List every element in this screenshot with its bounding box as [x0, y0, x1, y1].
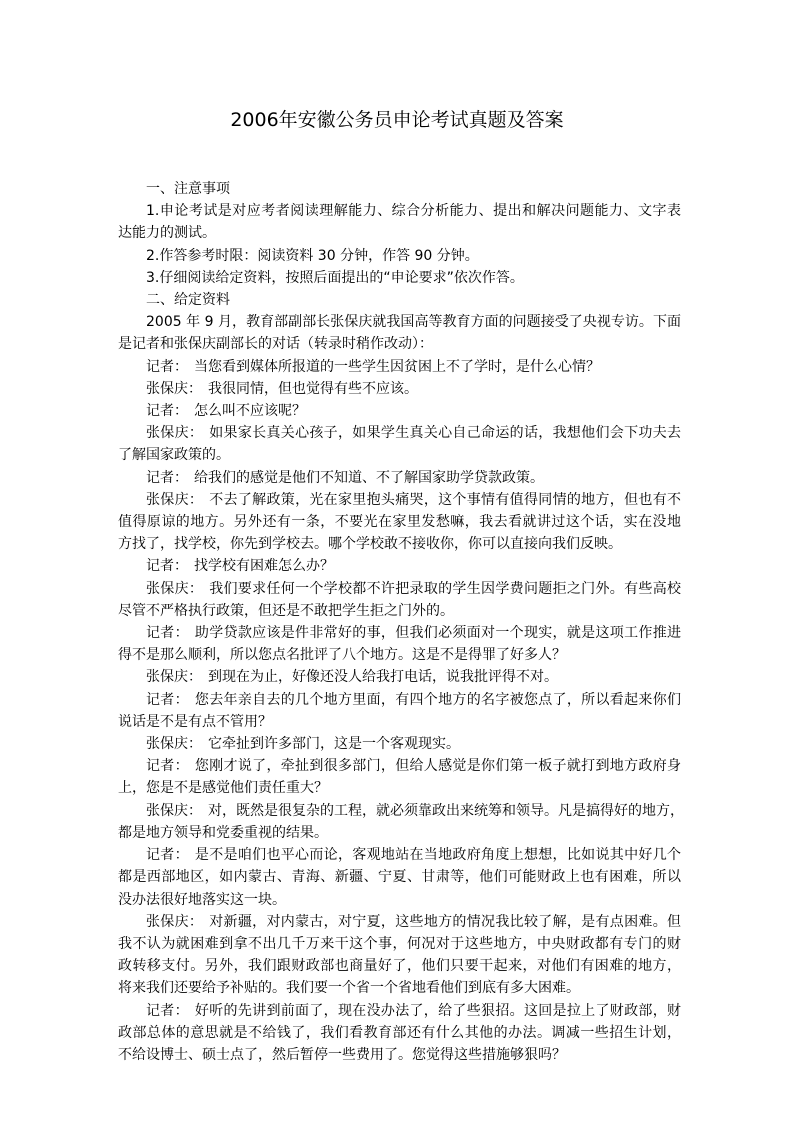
text-line: [118, 356, 681, 378]
paragraph: [118, 178, 681, 200]
text-line: [118, 977, 681, 999]
text-line: [118, 1022, 681, 1044]
text-line: [118, 467, 681, 489]
speaker-label: 张保庆：: [146, 736, 202, 753]
line-text: 找学校有困难怎么办？: [194, 558, 334, 575]
line-text: 方找了，找学校，你先到学校去。哪个学校敢不接收你，你可以直接向我们反映。: [118, 536, 622, 553]
line-text: 1.申论考试是对应考者阅读理解能力、综合分析能力、提出和解决问题能力、文字表: [146, 203, 681, 220]
text-line: [118, 222, 681, 244]
speaker-label: 记者：: [146, 758, 189, 775]
speaker-label: 张保庆：: [146, 669, 202, 686]
text-line: [118, 200, 681, 222]
speaker-label: 张保庆：: [146, 425, 204, 442]
speaker-label: 张保庆：: [146, 802, 202, 819]
dialogue-paragraph: [118, 400, 681, 422]
text-line: [118, 711, 681, 733]
dialogue-paragraph: [118, 666, 681, 688]
dialogue-paragraph: [118, 422, 681, 466]
line-text: 说话是不是有点不管用？: [118, 713, 272, 730]
text-line: [118, 733, 681, 755]
dialogue-paragraph: [118, 356, 681, 378]
line-text: 我很同情，但也觉得有些不应该。: [208, 380, 418, 397]
text-line: [118, 689, 681, 711]
paragraph: [118, 267, 681, 289]
line-text: 好听的先讲到前面了，现在没办法了，给了些狠招。这回是拉上了财政部，财: [194, 1002, 682, 1019]
line-text: 如果家长真关心孩子，如果学生真关心自己命运的话，我想他们会下功夫去: [209, 425, 682, 442]
line-text: 到现在为止，好像还没人给我打电话，说我批评得不对。: [208, 669, 558, 686]
line-text: 没办法很好地落实这一块。: [118, 891, 286, 908]
dialogue-paragraph: [118, 489, 681, 556]
speaker-label: 记者：: [146, 625, 189, 642]
text-line: [118, 911, 681, 933]
line-text: 我不认为就困难到拿不出几千万来干这个事，何况对于这些地方，中央财政都有专门的财: [118, 935, 681, 952]
line-text: 是不是咱们也平心而论，客观地站在当地政府角度上想想，比如说其中好几个: [194, 847, 682, 864]
text-line: [118, 245, 681, 267]
line-text: 将来我们还要给予补贴的。我们要一个省一个省地看他们到底有多大困难。: [118, 980, 580, 997]
text-line: [118, 555, 681, 577]
text-line: [118, 600, 681, 622]
text-line: [118, 844, 681, 866]
paragraph: [118, 200, 681, 244]
text-line: [118, 622, 681, 644]
text-line: [118, 955, 681, 977]
line-text: 2.作答参考时限：阅读资料 30 分钟，作答 90 分钟。: [146, 247, 479, 264]
line-text: 值得原谅的地方。另外还有一条，不要光在家里发愁嘛，我去看就讲过这个话，实在没地: [118, 514, 681, 531]
text-line: [118, 178, 681, 200]
text-line: [118, 444, 681, 466]
speaker-label: 记者：: [146, 847, 189, 864]
line-text: 上，您是不是感觉他们责任重大？: [118, 780, 328, 797]
line-text: 都是地方领导和党委重视的结果。: [118, 824, 328, 841]
dialogue-paragraph: [118, 378, 681, 400]
dialogue-paragraph: [118, 1000, 681, 1067]
text-line: [118, 267, 681, 289]
dialogue-paragraph: [118, 555, 681, 577]
dialogue-paragraph: [118, 733, 681, 755]
speaker-label: 记者：: [146, 1002, 189, 1019]
line-text: 给我们的感觉是他们不知道、不了解国家助学贷款政策。: [194, 469, 544, 486]
line-text: 一、注意事项: [146, 181, 230, 197]
line-text: 怎么叫不应该呢？: [194, 403, 306, 420]
text-line: [118, 400, 681, 422]
document-title: 2006年安徽公务员申论考试真题及答案: [230, 109, 564, 131]
dialogue-paragraph: [118, 800, 684, 844]
line-text: 3.仔细阅读给定资料，按照后面提出的“申论要求”依次作答。: [146, 269, 524, 286]
speaker-label: 记者：: [146, 403, 188, 420]
text-line: [118, 866, 681, 888]
speaker-label: 记者：: [146, 358, 188, 375]
text-line: [118, 644, 681, 666]
line-text: 它牵扯到许多部门，这是一个客观现实。: [208, 736, 460, 753]
text-line: [118, 933, 681, 955]
dialogue-paragraph: [118, 689, 681, 733]
line-text: 是记者和张保庆副部长的对话（转录时稍作改动）：: [118, 336, 433, 353]
text-line: [118, 800, 684, 822]
line-text: 二、给定资料: [146, 292, 230, 309]
speaker-label: 记者：: [146, 469, 188, 486]
line-text: 我们要求任何一个学校都不许把录取的学生因学费问题拒之门外。有些高校: [209, 580, 682, 597]
dialogue-paragraph: [118, 622, 681, 666]
text-line: [118, 311, 681, 333]
text-line: [118, 666, 681, 688]
speaker-label: 记者：: [146, 691, 189, 708]
dialogue-paragraph: [118, 755, 681, 799]
dialogue-paragraph: [118, 578, 681, 622]
line-text: 政部总体的意思就是不给钱了，我们看教育部还有什么其他的办法。调减一些招生计划，: [118, 1024, 681, 1041]
line-text: 政转移支付。另外，我们跟财政部也商量好了，他们只要干起来，对他们有困难的地方，: [118, 958, 681, 975]
text-line: [118, 422, 681, 444]
speaker-label: 张保庆：: [146, 491, 204, 508]
speaker-label: 张保庆：: [146, 913, 204, 930]
line-text: 助学贷款应该是件非常好的事，但我们必须面对一个现实，就是这项工作推进: [194, 625, 682, 642]
line-text: 得不是那么顺利，所以您点名批评了八个地方。这是不是得罪了好多人？: [118, 647, 566, 664]
text-line: [118, 755, 681, 777]
text-line: [118, 489, 681, 511]
speaker-label: 记者：: [146, 558, 188, 575]
line-text: 达能力的测试。: [118, 225, 216, 242]
text-line: [118, 533, 681, 555]
speaker-label: 张保庆：: [146, 580, 204, 597]
dialogue-paragraph: [118, 467, 681, 489]
text-line: [118, 511, 681, 533]
dialogue-paragraph: [118, 844, 681, 911]
text-line: [118, 889, 681, 911]
paragraph: [118, 289, 681, 311]
line-text: 对新疆，对内蒙古，对宁夏，这些地方的情况我比较了解，是有点困难。但: [209, 913, 682, 930]
line-text: 您刚才说了，牵扯到很多部门，但给人感觉是你们第一板子就打到地方政府身: [194, 758, 682, 775]
line-text: 不去了解政策，光在家里抱头痛哭，这个事情有值得同情的地方，但也有不: [209, 491, 682, 508]
text-line: [118, 1044, 681, 1066]
line-text: 不给设博士、硕士点了，然后暂停一些费用了。您觉得这些措施够狠吗？: [118, 1046, 566, 1063]
text-line: [118, 822, 681, 844]
text-line: [118, 289, 681, 311]
line-text: 您去年亲自去的几个地方里面，有四个地方的名字被您点了，所以看起来你们: [194, 691, 682, 708]
paragraph: [118, 245, 681, 267]
speaker-label: 张保庆：: [146, 380, 202, 397]
paragraph: [118, 311, 681, 355]
line-text: 都是西部地区，如内蒙古、青海、新疆、宁夏、甘肃等，他们可能财政上也有困难，所以: [118, 869, 681, 886]
line-text: 了解国家政策的。: [118, 447, 230, 464]
line-text: 尽管不严格执行政策，但还是不敢把学生拒之门外的。: [118, 602, 454, 619]
document-body: [118, 178, 684, 1066]
dialogue-paragraph: [118, 911, 681, 1000]
text-line: [118, 378, 681, 400]
text-line: [118, 1000, 681, 1022]
line-text: 当您看到媒体所报道的一些学生因贫困上不了学时，是什么心情？: [194, 358, 600, 375]
text-line: [118, 333, 681, 355]
line-text: 对，既然是很复杂的工程，就必须靠政出来统筹和领导。凡是搞得好的地方，: [208, 802, 684, 819]
line-text: 2005 年 9 月，教育部副部长张保庆就我国高等教育方面的问题接受了央视专访。下面: [146, 314, 681, 331]
text-line: [118, 578, 681, 600]
text-line: [118, 777, 681, 799]
